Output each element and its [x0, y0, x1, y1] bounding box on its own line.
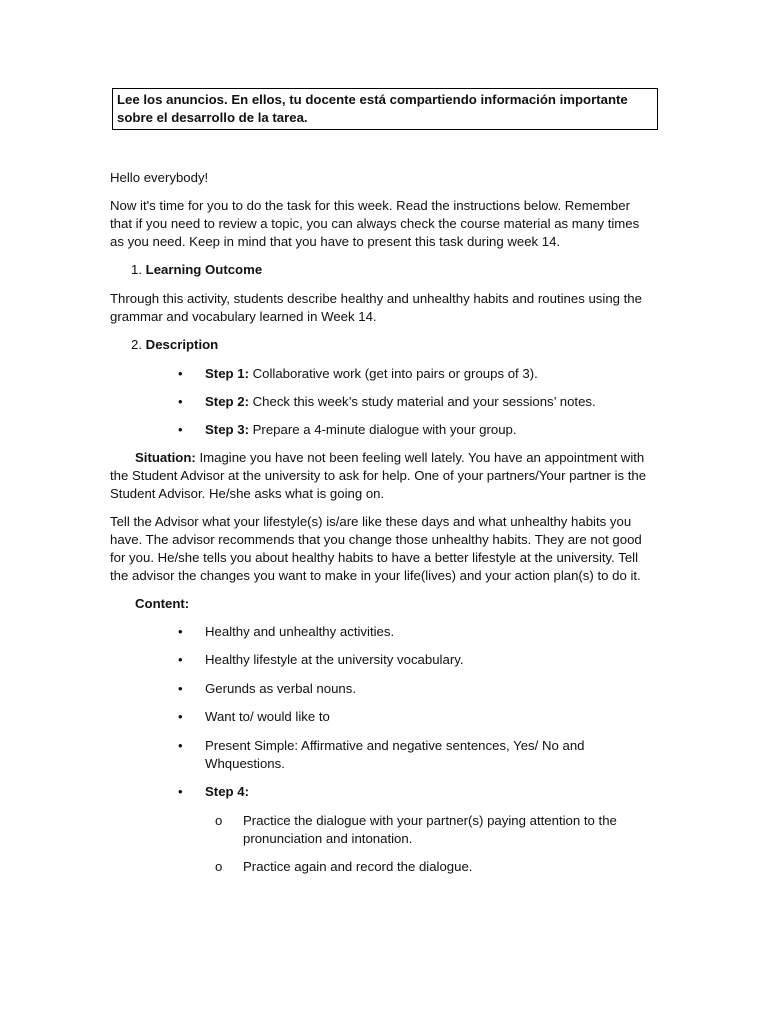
outcome-paragraph: Through this activity, students describe healthy and unhealthy habits and routines using the grammar and vocabulary learned in Week 14.: [110, 291, 642, 324]
section-title: Description: [145, 337, 219, 352]
circle-bullet-icon: o: [215, 813, 223, 828]
step-label: Step 4:: [205, 784, 249, 799]
content-item-text: Gerunds as verbal nouns.: [205, 681, 357, 696]
bullet-icon: •: [178, 681, 183, 696]
intro-paragraph: Now it's time for you to do the task for this week. Read the instructions below. Remember that if you need to review a topic, you can always check the course material as many times as you need. Keep in mind that you have to present this task during week 14.: [110, 198, 640, 249]
section-learning-outcome: [131, 261, 262, 279]
step-label: Step 2:: [205, 394, 249, 409]
content-item-text: Want to/ would like to: [205, 709, 330, 724]
content-heading: Content:: [135, 596, 190, 611]
content-item-text: Healthy lifestyle at the university vocabulary.: [205, 652, 464, 667]
situation-paragraph: [110, 449, 655, 503]
greeting: Hello everybody!: [110, 170, 209, 185]
bullet-icon: •: [178, 422, 183, 437]
step-label: Step 1:: [205, 366, 249, 381]
bullet-icon: •: [178, 624, 183, 639]
section-number: 2.: [131, 337, 142, 352]
subitem-text: Practice again and record the dialogue.: [243, 859, 473, 874]
circle-bullet-icon: o: [215, 859, 223, 874]
section-title: Learning Outcome: [145, 262, 263, 277]
bullet-icon: •: [178, 784, 183, 799]
content-item-text: Healthy and unhealthy activities.: [205, 624, 395, 639]
subitem-text: Practice the dialogue with your partner(s) paying attention to the pronunciation and intonation.: [243, 813, 617, 846]
situation-text: Imagine you have not been feeling well lately. You have an appointment with the Student Advisor at the university to ask for help. One of your partners/Your partner is the Student Advisor. He/she asks what is going on.: [110, 450, 647, 501]
announcement-notice-box: Lee los anuncios. En ellos, tu docente está compartiendo información importante sobre el desarrollo de la tarea.: [112, 88, 658, 130]
content-item-text: Present Simple: Affirmative and negative sentences, Yes/ No and Whquestions.: [205, 738, 585, 771]
bullet-icon: •: [178, 394, 183, 409]
section-number: 1.: [131, 262, 142, 277]
bullet-icon: •: [178, 738, 183, 753]
step-text: Check this week’s study material and your sessions’ notes.: [248, 394, 596, 409]
section-description: [131, 336, 218, 354]
bullet-icon: •: [178, 709, 183, 724]
step-text: Prepare a 4-minute dialogue with your group.: [248, 422, 517, 437]
bullet-icon: •: [178, 366, 183, 381]
tell-advisor-paragraph: Tell the Advisor what your lifestyle(s) is/are like these days and what unhealthy habits you have. The advisor recommends that you change those unhealthy habits. They are not good for you. He/she tells you about healthy habits to have a better lifestyle at the university. Tell the advisor the changes you want to make in your life(lives) and your action plan(s) to do it.: [110, 514, 642, 583]
situation-label: Situation:: [135, 450, 196, 465]
step-label: Step 3:: [205, 422, 249, 437]
step-text: Collaborative work (get into pairs or groups of 3).: [248, 366, 538, 381]
bullet-icon: •: [178, 652, 183, 667]
